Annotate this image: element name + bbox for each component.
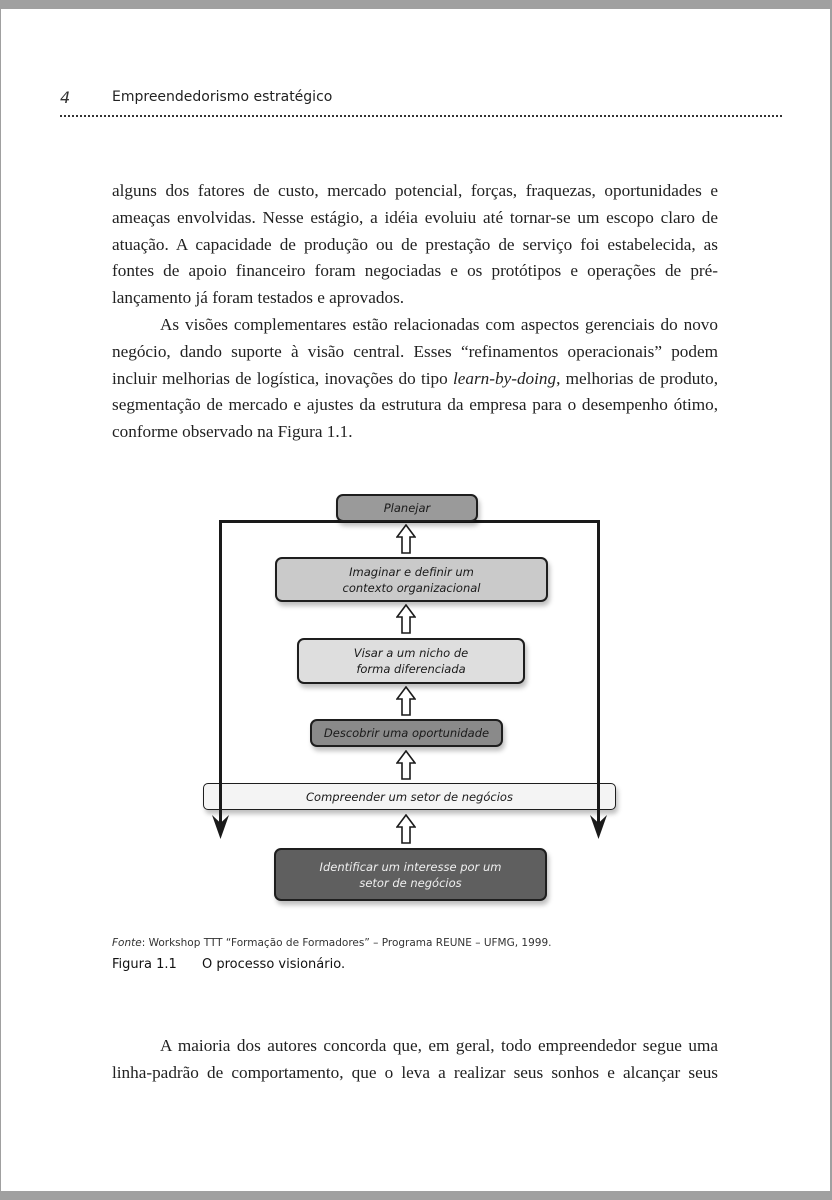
arrow-up-icon xyxy=(396,524,416,554)
arrow-up-icon xyxy=(396,604,416,634)
step-visar-label: Visar a um nicho de forma diferenciada xyxy=(353,646,469,676)
figure-caption-text: O processo visionário. xyxy=(202,957,346,972)
step-planejar xyxy=(336,494,478,522)
paragraph-2-text-a: As visões complementares estão relacionadas com aspectos gerenciais do novo negócio, dando suporte à visão central. Esses “refinamentos operacionais” podem incluir melhorias de logística, inovações do tipo xyxy=(112,315,718,388)
figure-source xyxy=(112,937,551,949)
arrow-up-icon xyxy=(396,750,416,780)
paragraph-2-italic-term: learn-by-doing xyxy=(453,368,557,388)
step-identificar-label: Identificar um interesse por um setor de negócios xyxy=(319,859,502,890)
step-descobrir-label: Descobrir uma oportunidade xyxy=(323,726,490,740)
loop-line-right xyxy=(597,780,600,820)
paragraph-1: alguns dos fatores de custo, mercado potencial, forças, fraquezas, oportunidades e ameaças envolvidas. Nesse estágio, a idéia evoluiu até tornar-se um escopo claro de atuação. A capacidade de produção ou de prestação de serviço foi estabelecida, as fontes de apoio financeiro foram negociadas e os protótipos e operações de pré-lançamento já foram testados e aprovados. xyxy=(112,181,718,308)
step-visar xyxy=(297,638,525,684)
page-number: 4 xyxy=(60,88,71,107)
figure-source-label: Fonte xyxy=(112,937,142,949)
figure-caption xyxy=(112,957,345,972)
figure-caption-label: Figura 1.1 xyxy=(112,957,177,972)
figure-source-text: : Workshop TTT “Formação de Formadores” – Programa REUNE – UFMG, 1999. xyxy=(141,937,552,949)
arrow-up-icon xyxy=(396,686,416,716)
step-descobrir xyxy=(310,719,503,747)
loop-line-left xyxy=(219,780,222,820)
paragraph-3: A maioria dos autores concorda que, em geral, todo empreendedor segue uma linha-padrão de comportamento, que o leva a realizar seus sonhos e alcançar seus xyxy=(112,1036,718,1082)
arrow-up-icon xyxy=(396,814,416,844)
paragraph-2 xyxy=(112,312,718,446)
step-compreender xyxy=(203,783,616,810)
step-imaginar xyxy=(275,557,548,602)
step-compreender-label: Compreender um setor de negócios xyxy=(306,789,513,804)
running-title: Empreendedorismo estratégico xyxy=(112,89,333,105)
step-planejar-label: Planejar xyxy=(383,501,431,515)
step-identificar xyxy=(274,848,547,901)
header-dotted-rule xyxy=(60,115,782,117)
paragraph-2-text-b: , melhorias de produto, segmentação de mercado e ajustes da estrutura da empresa para o desempenho ótimo, conforme observado na Figura 1.1. xyxy=(112,368,719,442)
step-imaginar-label: Imaginar e definir um contexto organizacional xyxy=(342,564,481,595)
